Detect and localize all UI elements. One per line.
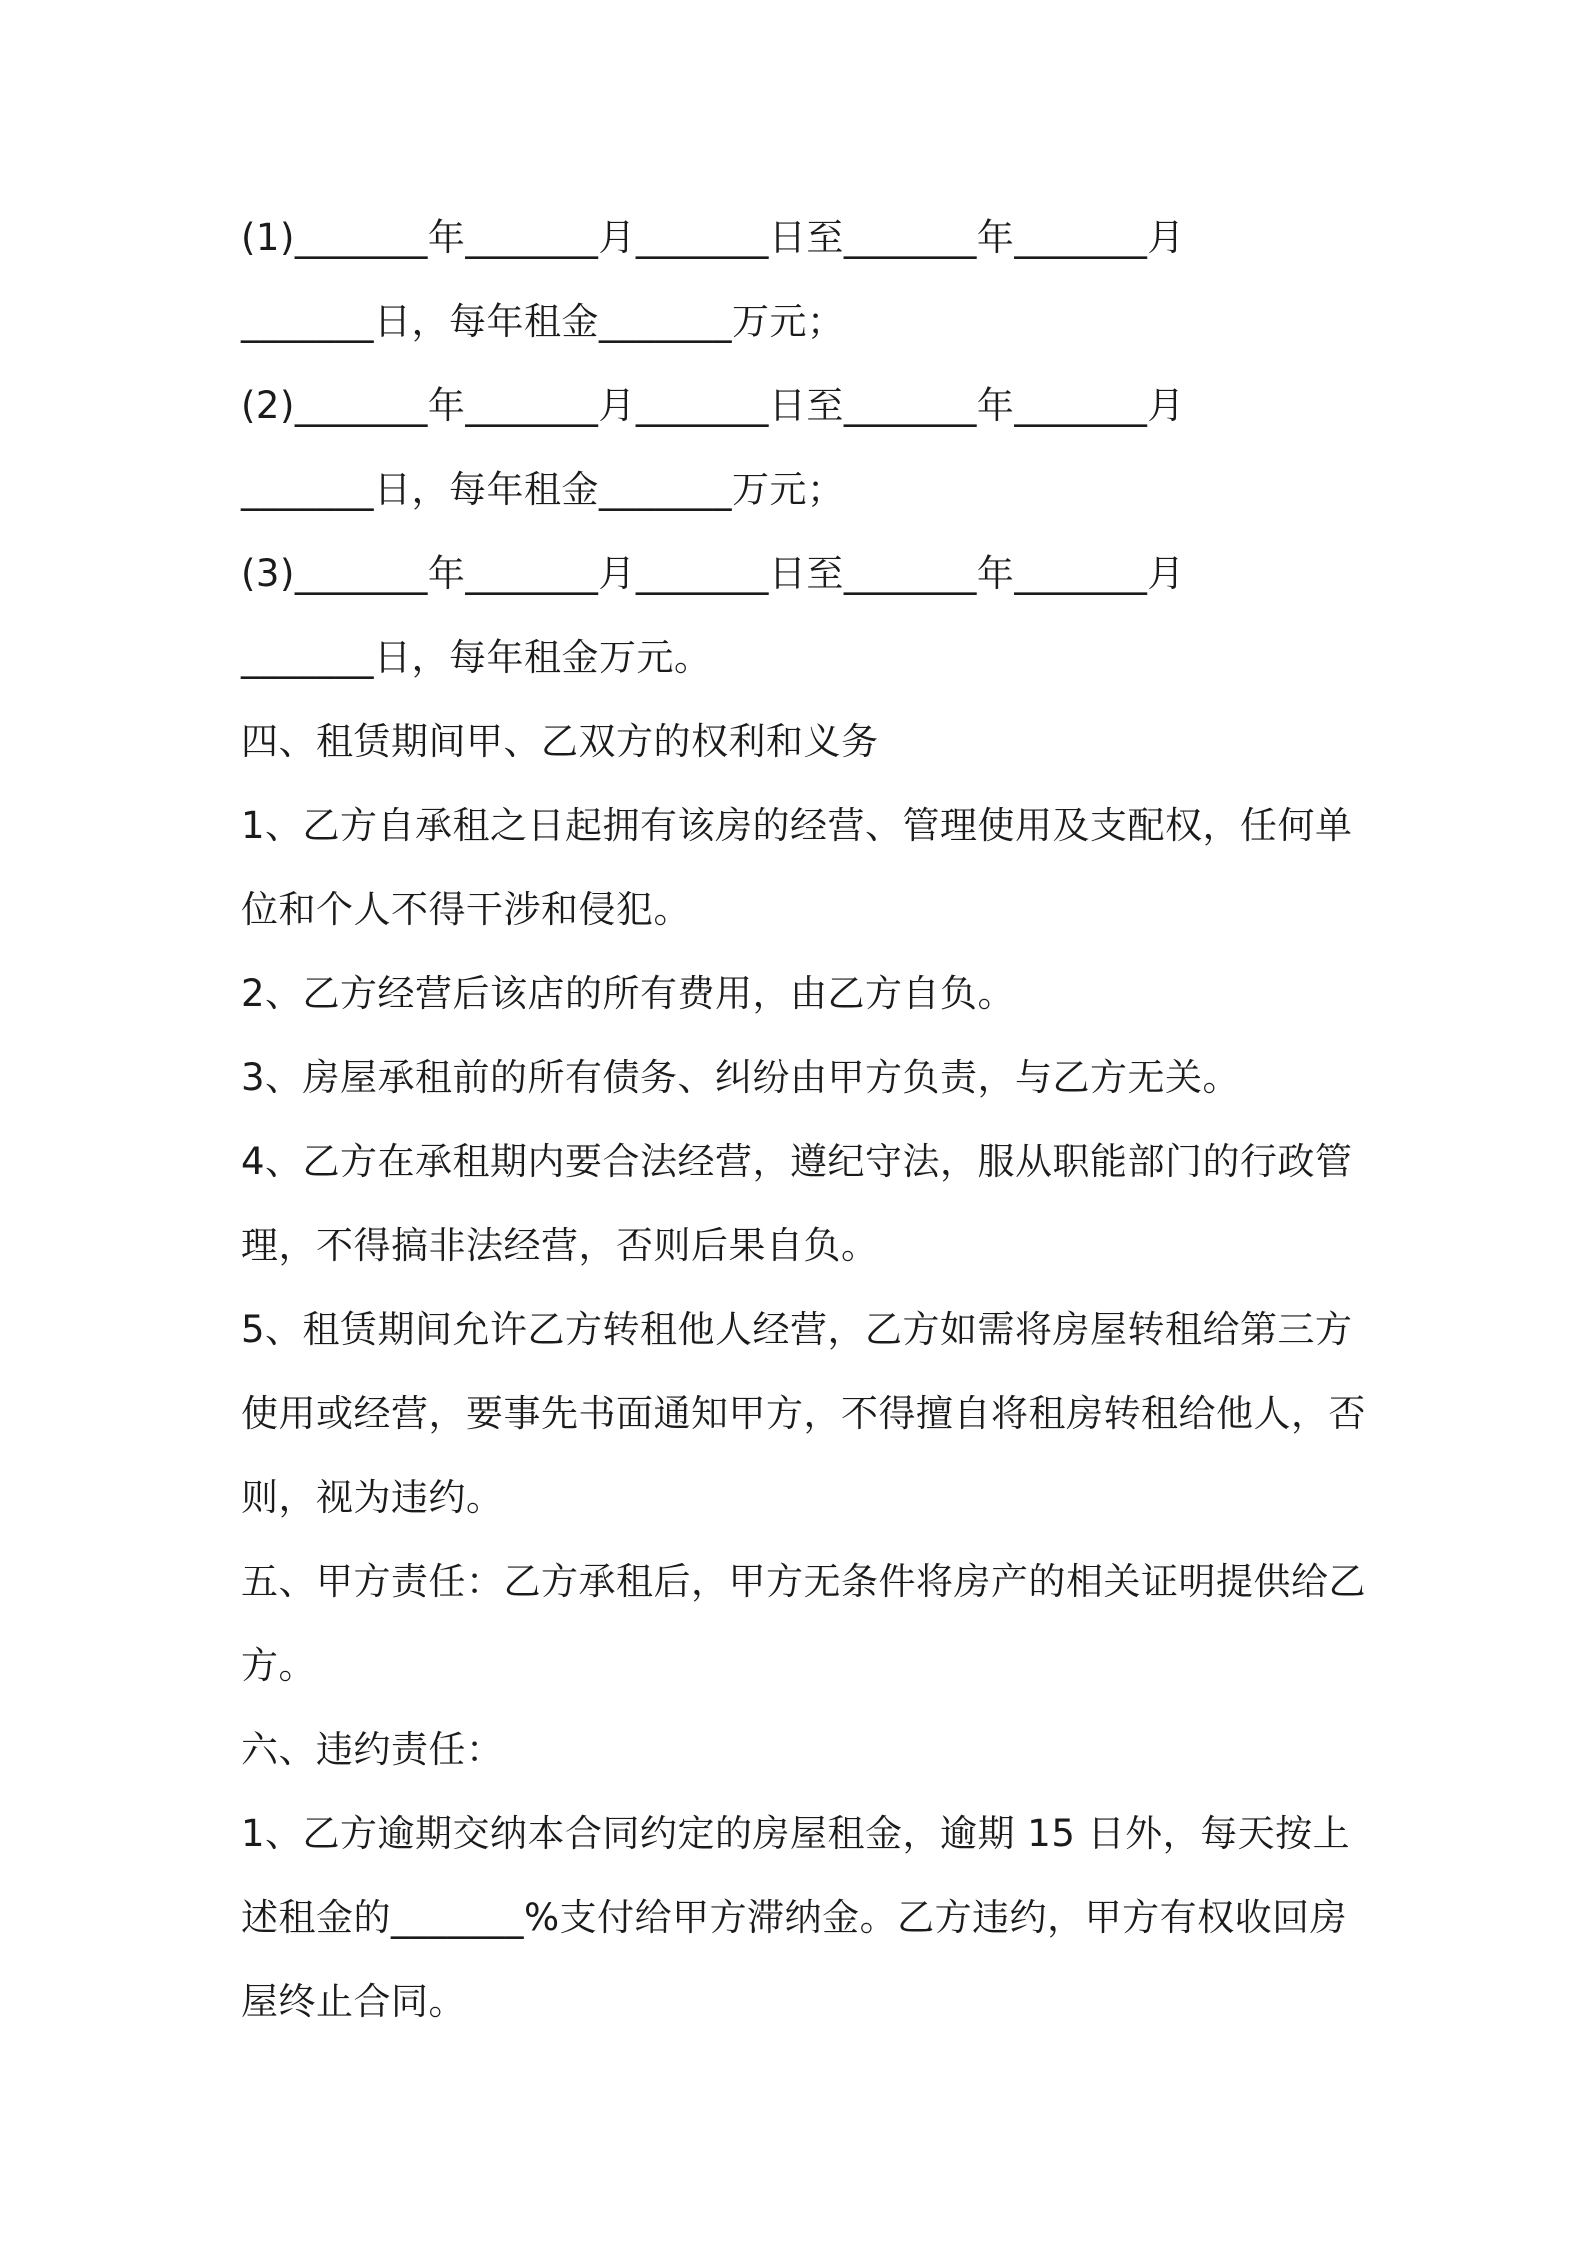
text-line: 述租金的_______%支付给甲方滞纳金。乙方违约，甲方有权收回房 (241, 1896, 1348, 1939)
text-line: 2、乙方经营后该店的所有费用，由乙方自负。 (241, 972, 1016, 1015)
section-heading: 六、违约责任： (241, 1728, 504, 1771)
section-heading: 四、租赁期间甲、乙双方的权利和义务 (241, 720, 879, 763)
section-heading: 五、甲方责任：乙方承租后，甲方无条件将房产的相关证明提供给乙 (241, 1560, 1366, 1603)
text-line: (2)_______年_______月_______日至_______年_______月 (241, 384, 1185, 427)
text-line: _______日，每年租金_______万元； (241, 468, 845, 511)
text-line: 4、乙方在承租期内要合法经营，遵纪守法，服从职能部门的行政管 (241, 1140, 1353, 1183)
text-line: 则，视为违约。 (241, 1476, 504, 1519)
text-line: 方。 (241, 1644, 316, 1687)
text-line: 使用或经营，要事先书面通知甲方，不得擅自将租房转租给他人，否 (241, 1392, 1366, 1435)
text-line: 1、乙方逾期交纳本合同约定的房屋租金，逾期 15 日外，每天按上 (241, 1812, 1351, 1855)
text-line: 3、房屋承租前的所有债务、纠纷由甲方负责，与乙方无关。 (241, 1056, 1241, 1099)
text-line: 5、租赁期间允许乙方转租他人经营，乙方如需将房屋转租给第三方 (241, 1308, 1353, 1351)
text-line: 1、乙方自承租之日起拥有该房的经营、管理使用及支配权，任何单 (241, 804, 1353, 847)
text-line: 理，不得搞非法经营，否则后果自负。 (241, 1224, 879, 1267)
text-line: (1)_______年_______月_______日至_______年_______月 (241, 216, 1185, 259)
text-line: _______日，每年租金_______万元； (241, 300, 845, 343)
document-body (241, 196, 1366, 2044)
text-line: (3)_______年_______月_______日至_______年_______月 (241, 552, 1185, 595)
text-line: 位和个人不得干涉和侵犯。 (241, 888, 691, 931)
text-line: _______日，每年租金万元。 (241, 636, 712, 679)
text-line: 屋终止合同。 (241, 1980, 466, 2023)
